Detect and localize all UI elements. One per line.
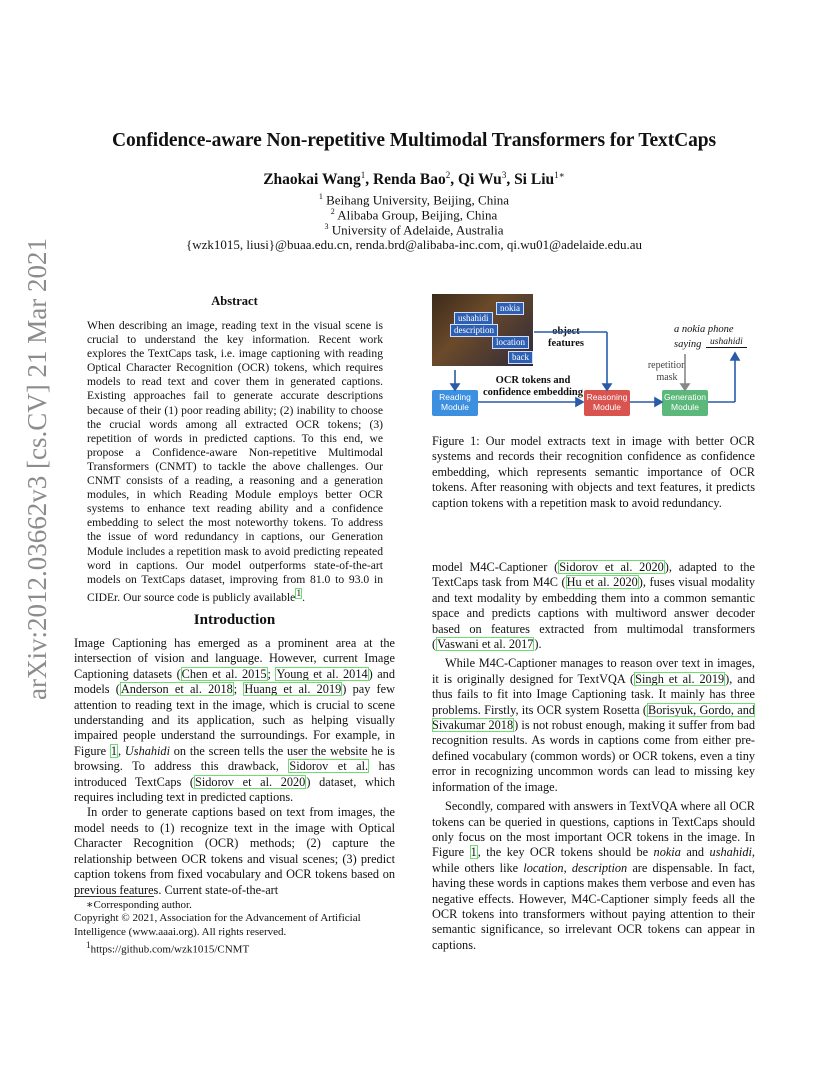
author-name: Si Liu [514, 171, 555, 189]
text-run: has introduced TextCaps ( [74, 759, 396, 789]
figure-arrows [432, 294, 756, 418]
citation-link[interactable]: Singh et al. 2019 [635, 671, 725, 686]
author-name: Qi Wu [458, 171, 502, 189]
section-heading-introduction: Introduction [193, 612, 276, 628]
affiliation [0, 222, 828, 238]
author-list: Zhaokai Wang$^1$, Renda Bao$^2$, Qi Wu$^3$, Si Liu$^{1∗}$ [263, 170, 565, 189]
paragraph: In order to generate captions based on text from images, the model needs to (1) recognize text in the image with Optical Character Recognition (OCR) methods; (2) capture the relationship between OCR tokens and visual scenes; (3) predict caption tokens from fixed vocabulary and OCR tokens based on previous features. Current state-of-the-art [74, 805, 395, 897]
citation-link[interactable]: Vaswani et al. 2017 [437, 637, 534, 652]
citation-link[interactable]: Sidorov et al. [289, 759, 369, 774]
citation-link[interactable]: Anderson et al. 2018 [120, 682, 233, 697]
repetition-mask-label: repetition mask [647, 360, 687, 383]
generation-module-box: Generation Module [662, 390, 708, 416]
citation-link[interactable]: Young et al. 2014 [276, 666, 368, 681]
text-run: ), fuses visual modality and text modality by embedding them into a common semantic space and predicts captions with multiword answer decoder based on features extracted from multimodal transformers ( [432, 575, 755, 652]
citation-link[interactable]: Hu et al. 2020 [566, 575, 638, 590]
arxiv-watermark: arXiv:2012.03662v3 [cs.CV] 21 Mar 2021 [22, 238, 52, 700]
citation-link[interactable]: Sidorov et al. 2020 [195, 774, 306, 789]
text-run: ), and thus fails to fit into Image Captioning task. It mainly has three problems. Firstly, its OCR system Rosetta ( [432, 671, 756, 717]
text-run: While M4C-Captioner manages to reason over text in images, it is originally designed for TextVQA ( [432, 656, 755, 686]
author-mark: 3 [501, 170, 507, 180]
paragraph [432, 560, 755, 652]
emphasis: location [523, 860, 564, 875]
citation-link[interactable]: Sidorov et al. 2020 [559, 560, 664, 574]
affiliation [0, 207, 828, 223]
author-name: Renda Bao [372, 171, 446, 189]
text-run: model M4C-Captioner ( [432, 560, 559, 574]
text-run: Secondly, compared with answers in TextVQA where all OCR tokens can be queried in questions, captions in TextCaps should only focus on the most important OCR tokens in the image. In Figure [432, 799, 755, 860]
citation-link[interactable]: Borisyuk, Gordo, and Sivakumar 2018 [432, 702, 755, 733]
ocr-token: ushahidi [454, 312, 493, 325]
footnote-url [74, 939, 404, 957]
author-name: Zhaokai Wang [263, 171, 361, 189]
text-run: , while others like [432, 845, 755, 875]
paragraph [432, 799, 755, 953]
ocr-token: location [492, 336, 529, 349]
author-mark: 1 [360, 170, 366, 180]
paragraph: Image Captioning has emerged as a prominent area at the intersection of vision and language. However, current Image Captioning datasets (Chen et al. 2015; Young et al. 2014) and models (Anderson et al. 2018; Huang et al. 2019) pay few attention to reading text in the image, which is crucial to scene understanding and its application, such as helping visually impaired people understand the surroundings. For example, in Figure 1, Ushahidi on the screen tells the user the website he is browsing. To address this drawback, Sidorov et al. has introduced TextCaps (Sidorov et al. 2020) dataset, which requires including text in predicted captions. [74, 636, 396, 805]
footnote-url-text[interactable]: https://github.com/wzk1015/CNMT [90, 943, 250, 956]
author-mark: 1∗ [554, 170, 565, 180]
text-run: , the key OCR tokens should be [477, 845, 654, 860]
abstract-body: When describing an image, reading text in the visual scene is crucial to understand the key information. Recent work explores the TextCaps task, i.e. image captioning with reading Optical Character Recognition (OCR) tokens, which requires models to read text and cover them in generated captions. Existing approaches fail to generate accurate descriptions because of their (1) poor reading ability; (2) inability to choose the crucial words among all extracted OCR tokens; (3) repetition of words in predicted captions. To this end, we propose a Confidence-aware Non-repetitive Multimodal Transformers (CNMT) to tackle the above challenges. Our CNMT consists of a reading, a reasoning and a generation modules, in which Reading Module employs better OCR systems to enhance text reading ability and a confidence embedding to select the most noteworthy tokens. To address the issue of word redundancy in captions, our Generation Module includes a repetition mask to avoid predicting repeated word in captions. Our model outperforms state-of-the-art models on TextCaps dataset, improving from 81.0 to 93.0 in CIDEr. Our source code is publicly available$^1$. [87, 319, 383, 604]
text-run: ) dataset, which requires including text in predicted captions. [74, 774, 395, 805]
text-run: Image Captioning has emerged as a prominent area at the intersection of vision and language. However, current Image Captioning datasets ( [74, 636, 395, 681]
caption-line-1: a nokia phone [674, 324, 734, 335]
abstract-text: When describing an image, reading text in the visual scene is crucial to understand the key information. Recent work explores the TextCaps task, i.e. image captioning with reading Optical Character Recognition (OCR) tokens, which requires models to read text and cover them in generated captions. Existing approaches fail to generate accurate descriptions because of their (1) poor reading ability; (2) inability to choose the crucial words among all extracted OCR tokens; (3) repetition of words in predicted captions. To this end, we propose a Confidence-aware Non-repetitive Multimodal Transformers (CNMT) to tackle the above challenges. Our CNMT consists of a reading, a reasoning and a generation modules, in which Reading Module employs better OCR systems to enhance text reading ability and a confidence embedding to select the most noteworthy tokens. To address the issue of word redundancy in captions, our Generation Module includes a repetition mask to avoid predicting repeated word in captions. Our model outperforms state-of-the-art models on TextCaps dataset, improving from 81.0 to 93.0 in CIDEr. Our source code is publicly available [87, 319, 383, 604]
citation-link[interactable]: Chen et al. 2015 [181, 666, 267, 681]
emphasis: Ushahidi [124, 743, 170, 758]
footnote-link[interactable]: 1 [296, 587, 302, 599]
caption-line-2b: ushahidi [706, 337, 747, 348]
figure-caption: Figure 1: Our model extracts text in image with better OCR systems and records their recognition confidence as confidence embedding, which represents semantic importance of OCR tokens. After reasoning with objects and text features, it predicts caption tokens with a repetition mask to avoid redundancy. [432, 434, 755, 510]
ocr-token: back [508, 351, 533, 364]
footnote-rule [74, 896, 154, 897]
text-run: ) and models ( [74, 666, 395, 697]
text-run: , [563, 860, 572, 875]
emphasis: nokia [653, 845, 681, 860]
emphasis: ushahidi [709, 845, 752, 860]
text-run: ), adapted to the TextCaps task from M4C ( [432, 560, 755, 590]
paper-title: Confidence-aware Non-repetitive Multimodal Transformers for TextCaps [112, 130, 716, 151]
affiliation-mark: 3 [324, 222, 329, 231]
ocr-token: nokia [496, 302, 524, 315]
text-run: ). [534, 637, 542, 652]
footnotes [74, 899, 404, 957]
introduction-body [74, 636, 395, 898]
footnote-corresponding: ∗Corresponding author. [86, 899, 192, 911]
text-run: are dispensable. In fact, having these words in captions makes them verbose and even has negative effects. However, M4C-Captioner simply feeds all the OCR tokens into transformers without paying attention to their semantic significance, so irrelevant OCR tokens can appear in captions. [432, 860, 755, 952]
footnote-copyright: Copyright © 2021, Association for the Advancement of Artificial Intelligence (www.aaai.org). All rights reserved. [74, 912, 361, 938]
text-run: and [680, 845, 710, 860]
affiliation-text: Beihang University, Beijing, China [326, 192, 510, 208]
affiliation-text: University of Adelaide, Australia [331, 222, 504, 238]
text-run: , [118, 743, 125, 758]
object-features-label: object features [548, 326, 584, 349]
reasoning-module-box: Reasoning Module [584, 390, 630, 416]
text-run: ) is not robust enough, making it suffer from bad recognition results. As words in captions come from either pre-defined vocabulary (common words) or OCR tokens, even a tiny error in recognizing uncommon words can lead to missing key information of the image. [432, 718, 755, 794]
affiliation-mark: 1 [318, 192, 323, 201]
footnote-mark: 1 [86, 940, 91, 951]
author-mark: 2 [445, 170, 451, 180]
affiliation-text: Alibaba Group, Beijing, China [337, 207, 498, 223]
abstract-heading: Abstract [211, 294, 258, 308]
ocr-embedding-label: OCR tokens and confidence embedding [482, 375, 584, 398]
emphasis: description [571, 860, 628, 875]
text-run: ) pay few attention to reading text in the image, which is crucial to scene understanding and its application, such as helping visually impaired people understand the surroundings. For example, in Figure [74, 682, 395, 758]
right-column-body [432, 560, 755, 953]
figure-link[interactable]: 1 [470, 845, 477, 860]
text-run: on the screen tells the user the website he is browsing. To address this drawback, [74, 743, 395, 774]
ocr-token: description [450, 324, 498, 337]
affiliation [0, 192, 828, 208]
figure-link[interactable]: 1 [110, 743, 118, 758]
paragraph [432, 656, 755, 795]
citation-link[interactable]: Huang et al. 2019 [244, 682, 342, 697]
caption-line-2a: saying [674, 339, 702, 350]
author-emails: {wzk1015, liusi}@buaa.edu.cn, renda.brd@alibaba-inc.com, qi.wu01@adelaide.edu.au [186, 237, 642, 252]
affiliation-mark: 2 [330, 207, 335, 216]
figure-1 [432, 294, 756, 418]
reading-module-box: Reading Module [432, 390, 478, 416]
